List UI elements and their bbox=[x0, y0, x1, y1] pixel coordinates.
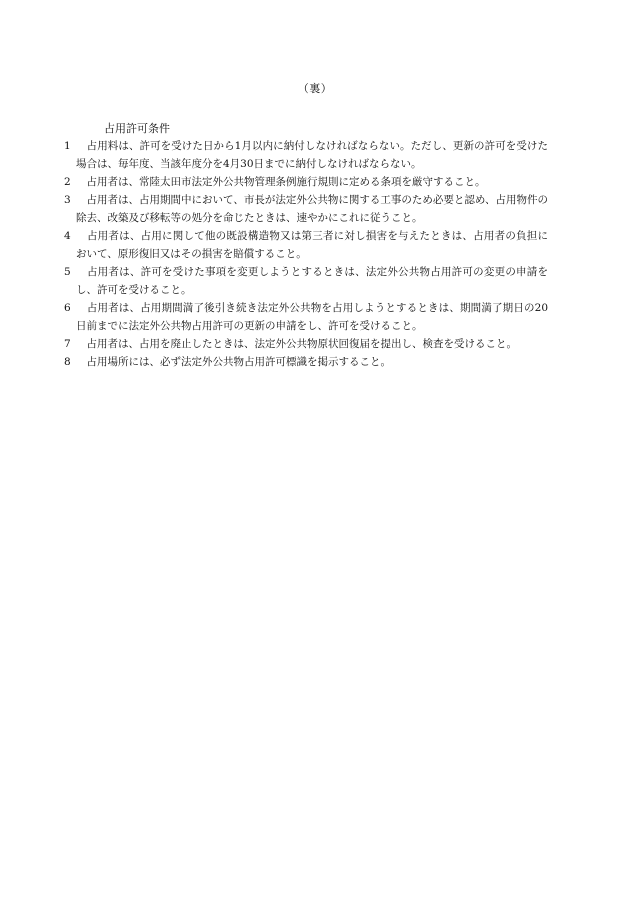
condition-item bbox=[64, 335, 548, 353]
section-title: 占用許可条件 bbox=[104, 122, 170, 135]
condition-number: 8 bbox=[64, 356, 71, 368]
condition-number: 4 bbox=[64, 230, 71, 242]
condition-item bbox=[64, 191, 548, 227]
condition-text: 占用者は、占用期間中において、市長が法定外公共物に関する工事のため必要と認め、占用物件の除去、改築及び移転等の処分を命じたときは、速やかにこれに従うこと。 bbox=[76, 194, 548, 224]
condition-number: 7 bbox=[64, 338, 71, 350]
condition-text: 占用者は、常陸太田市法定外公共物管理条例施行規則に定める条項を厳守すること。 bbox=[76, 176, 486, 188]
condition-number: 3 bbox=[64, 194, 71, 206]
condition-number: 2 bbox=[64, 176, 71, 188]
condition-text: 占用者は、占用期間満了後引き続き法定外公共物を占用しようとするときは、期間満了期日の20日前までに法定外公共物占用許可の更新の申請をし、許可を受けること。 bbox=[76, 302, 548, 332]
condition-item bbox=[64, 137, 548, 173]
condition-item bbox=[64, 353, 548, 371]
condition-text: 占用者は、占用を廃止したときは、法定外公共物原状回復届を提出し、検査を受けること。 bbox=[76, 338, 517, 350]
condition-item bbox=[64, 227, 548, 263]
condition-item bbox=[64, 263, 548, 299]
condition-text: 占用場所には、必ず法定外公共物占用許可標識を掲示すること。 bbox=[76, 356, 391, 368]
condition-item bbox=[64, 299, 548, 335]
conditions-list bbox=[64, 137, 548, 371]
condition-number: 1 bbox=[64, 140, 71, 152]
condition-text: 占用者は、許可を受けた事項を変更しようとするときは、法定外公共物占用許可の変更の申請をし、許可を受けること。 bbox=[76, 266, 548, 296]
condition-text: 占用者は、占用に関して他の既設構造物又は第三者に対し損害を与えたときは、占用者の負担において、原形復旧又はその損害を賠償すること。 bbox=[76, 230, 548, 260]
condition-number: 5 bbox=[64, 266, 71, 278]
condition-number: 6 bbox=[64, 302, 71, 314]
condition-item bbox=[64, 173, 548, 191]
page-side-label: （裏） bbox=[297, 82, 333, 95]
condition-text: 占用料は、許可を受けた日から1月以内に納付しなければならない。ただし、更新の許可を受けた場合は、毎年度、当該年度分を4月30日までに納付しなければならない。 bbox=[76, 140, 548, 170]
